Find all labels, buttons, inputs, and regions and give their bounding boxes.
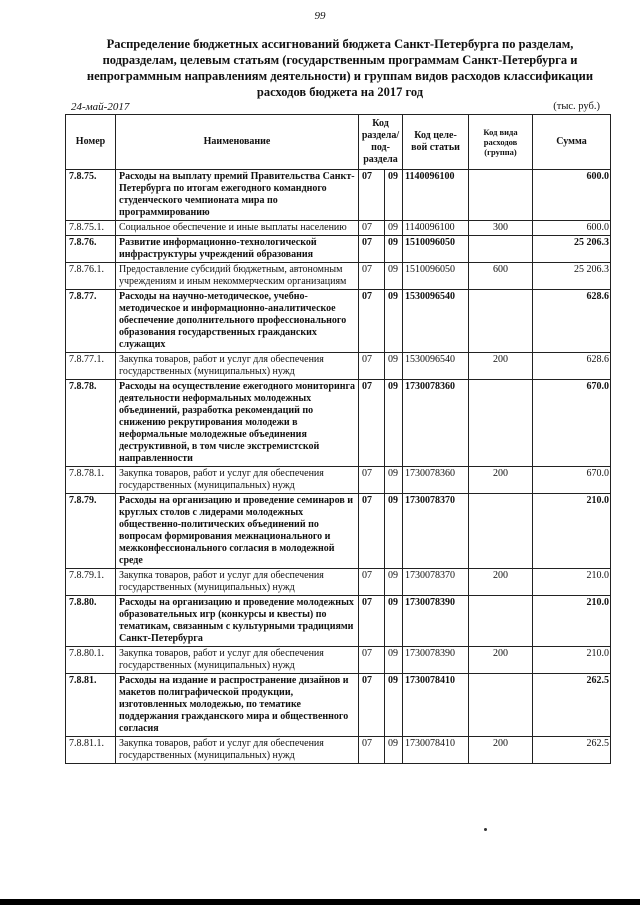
table-row	[66, 236, 611, 263]
row-number: 7.8.77.1.	[66, 353, 116, 380]
header-section-code: Код раздела/ под- раздела	[359, 115, 403, 170]
row-target-code: 1730078360	[403, 467, 469, 494]
row-target-code: 1510096050	[403, 263, 469, 290]
header-target-code: Код целе- вой статьи	[403, 115, 469, 170]
row-expense-group	[469, 170, 533, 221]
row-section-code: 07	[359, 380, 385, 467]
row-name: Расходы на научно-методическое, учебно-методическое и информационно-аналитическое обеспечение дополнительного профессионального образования государственных гражданских служащих	[116, 290, 359, 353]
row-subsection-code: 09	[385, 236, 403, 263]
row-target-code: 1140096100	[403, 221, 469, 236]
table-row	[66, 353, 611, 380]
row-subsection-code: 09	[385, 674, 403, 737]
table-body	[66, 170, 611, 764]
row-sum: 670.0	[533, 380, 611, 467]
row-subsection-code: 09	[385, 737, 403, 764]
scan-bottom-edge	[0, 899, 640, 905]
units-label: (тыс. руб.)	[553, 101, 600, 112]
row-section-code: 07	[359, 737, 385, 764]
row-name: Закупка товаров, работ и услуг для обеспечения государственных (муниципальных) нужд	[116, 467, 359, 494]
row-subsection-code: 09	[385, 290, 403, 353]
row-expense-group: 200	[469, 737, 533, 764]
table-row	[66, 674, 611, 737]
row-sum: 670.0	[533, 467, 611, 494]
row-number: 7.8.80.	[66, 596, 116, 647]
header-expense-group: Код вида расходов (группа)	[469, 115, 533, 170]
row-target-code: 1730078410	[403, 674, 469, 737]
row-section-code: 07	[359, 494, 385, 569]
row-sum: 600.0	[533, 170, 611, 221]
row-section-code: 07	[359, 674, 385, 737]
table-row	[66, 596, 611, 647]
row-subsection-code: 09	[385, 467, 403, 494]
row-name: Развитие информационно-технологической инфраструктуры учреждений образования	[116, 236, 359, 263]
row-number: 7.8.79.	[66, 494, 116, 569]
row-sum: 25 206.3	[533, 236, 611, 263]
document-date: 24-май-2017	[71, 101, 130, 113]
table-row	[66, 647, 611, 674]
table-row	[66, 737, 611, 764]
scan-speck	[484, 828, 487, 831]
row-number: 7.8.78.	[66, 380, 116, 467]
row-section-code: 07	[359, 467, 385, 494]
row-number: 7.8.75.	[66, 170, 116, 221]
row-number: 7.8.79.1.	[66, 569, 116, 596]
row-expense-group: 200	[469, 467, 533, 494]
table-row	[66, 290, 611, 353]
row-expense-group: 200	[469, 569, 533, 596]
row-sum: 262.5	[533, 737, 611, 764]
row-expense-group: 200	[469, 647, 533, 674]
row-target-code: 1730078370	[403, 569, 469, 596]
row-number: 7.8.81.1.	[66, 737, 116, 764]
row-target-code: 1140096100	[403, 170, 469, 221]
row-subsection-code: 09	[385, 380, 403, 467]
table-row	[66, 170, 611, 221]
row-target-code: 1530096540	[403, 290, 469, 353]
row-expense-group: 200	[469, 353, 533, 380]
row-expense-group	[469, 236, 533, 263]
row-subsection-code: 09	[385, 596, 403, 647]
row-sum: 628.6	[533, 290, 611, 353]
row-name: Расходы на организацию и проведение молодежных образовательных игр (конкурсы и квесты) по тематикам, связанным с культурными традициями Санкт-Петербурга	[116, 596, 359, 647]
row-number: 7.8.76.1.	[66, 263, 116, 290]
row-expense-group	[469, 380, 533, 467]
row-section-code: 07	[359, 221, 385, 236]
row-section-code: 07	[359, 170, 385, 221]
row-expense-group	[469, 290, 533, 353]
row-target-code: 1510096050	[403, 236, 469, 263]
row-number: 7.8.81.	[66, 674, 116, 737]
table-row	[66, 221, 611, 236]
row-sum: 628.6	[533, 353, 611, 380]
row-number: 7.8.77.	[66, 290, 116, 353]
row-target-code: 1730078370	[403, 494, 469, 569]
header-sum: Сумма	[533, 115, 611, 170]
table-row	[66, 263, 611, 290]
row-section-code: 07	[359, 236, 385, 263]
row-name: Расходы на выплату премий Правительства Санкт-Петербурга по итогам ежегодного командного студенческого чемпионата мира по программированию	[116, 170, 359, 221]
row-name: Социальное обеспечение и иные выплаты населению	[116, 221, 359, 236]
row-name: Предоставление субсидий бюджетным, автономным учреждениям и иным некоммерческим организациям	[116, 263, 359, 290]
row-number: 7.8.75.1.	[66, 221, 116, 236]
row-expense-group: 600	[469, 263, 533, 290]
row-name: Закупка товаров, работ и услуг для обеспечения государственных (муниципальных) нужд	[116, 737, 359, 764]
row-name: Расходы на издание и распространение дизайнов и макетов полиграфической продукции, изготовленных молодежью, по тематике поддержания гражданского мира и общественного согласия	[116, 674, 359, 737]
row-expense-group	[469, 674, 533, 737]
row-expense-group: 300	[469, 221, 533, 236]
row-subsection-code: 09	[385, 647, 403, 674]
row-section-code: 07	[359, 596, 385, 647]
row-sum: 210.0	[533, 494, 611, 569]
budget-table	[65, 114, 611, 764]
page-number: 99	[314, 10, 326, 22]
row-target-code: 1730078410	[403, 737, 469, 764]
row-number: 7.8.78.1.	[66, 467, 116, 494]
row-section-code: 07	[359, 353, 385, 380]
document-title: Распределение бюджетных ассигнований бюджета Санкт-Петербурга по разделам, подразделам, целевым статьям (государственным программам Санкт-Петербурга и непрограммным направлениям деятельности) и группам видов расходов классификации расходов бюджета на 2017 год	[86, 37, 594, 99]
row-sum: 600.0	[533, 221, 611, 236]
row-name: Расходы на осуществление ежегодного мониторинга деятельности неформальных молодежных объединений, разработка рекомендаций по снижению рекрутирования молодежи в неформальные молодежные объединения деструктивной, в том числе экстремистской направленности	[116, 380, 359, 467]
row-subsection-code: 09	[385, 569, 403, 596]
header-number: Номер	[66, 115, 116, 170]
row-section-code: 07	[359, 290, 385, 353]
row-target-code: 1730078390	[403, 596, 469, 647]
row-subsection-code: 09	[385, 170, 403, 221]
row-target-code: 1730078390	[403, 647, 469, 674]
row-sum: 210.0	[533, 596, 611, 647]
row-section-code: 07	[359, 569, 385, 596]
row-expense-group	[469, 494, 533, 569]
table-row	[66, 380, 611, 467]
row-sum: 210.0	[533, 569, 611, 596]
row-target-code: 1530096540	[403, 353, 469, 380]
row-section-code: 07	[359, 647, 385, 674]
row-number: 7.8.76.	[66, 236, 116, 263]
row-name: Расходы на организацию и проведение семинаров и круглых столов с лидерами молодежных общественно-политических объединений по вопросам формирования межнационального и межконфессионального согласия в молодежной среде	[116, 494, 359, 569]
row-section-code: 07	[359, 263, 385, 290]
row-subsection-code: 09	[385, 263, 403, 290]
row-name: Закупка товаров, работ и услуг для обеспечения государственных (муниципальных) нужд	[116, 647, 359, 674]
row-sum: 210.0	[533, 647, 611, 674]
table-row	[66, 467, 611, 494]
row-sum: 25 206.3	[533, 263, 611, 290]
header-name: Наименование	[116, 115, 359, 170]
table-row	[66, 494, 611, 569]
row-sum: 262.5	[533, 674, 611, 737]
row-name: Закупка товаров, работ и услуг для обеспечения государственных (муниципальных) нужд	[116, 569, 359, 596]
table-header-row	[66, 115, 611, 170]
row-expense-group	[469, 596, 533, 647]
row-subsection-code: 09	[385, 494, 403, 569]
row-name: Закупка товаров, работ и услуг для обеспечения государственных (муниципальных) нужд	[116, 353, 359, 380]
table-row	[66, 569, 611, 596]
row-subsection-code: 09	[385, 353, 403, 380]
row-target-code: 1730078360	[403, 380, 469, 467]
row-number: 7.8.80.1.	[66, 647, 116, 674]
row-subsection-code: 09	[385, 221, 403, 236]
